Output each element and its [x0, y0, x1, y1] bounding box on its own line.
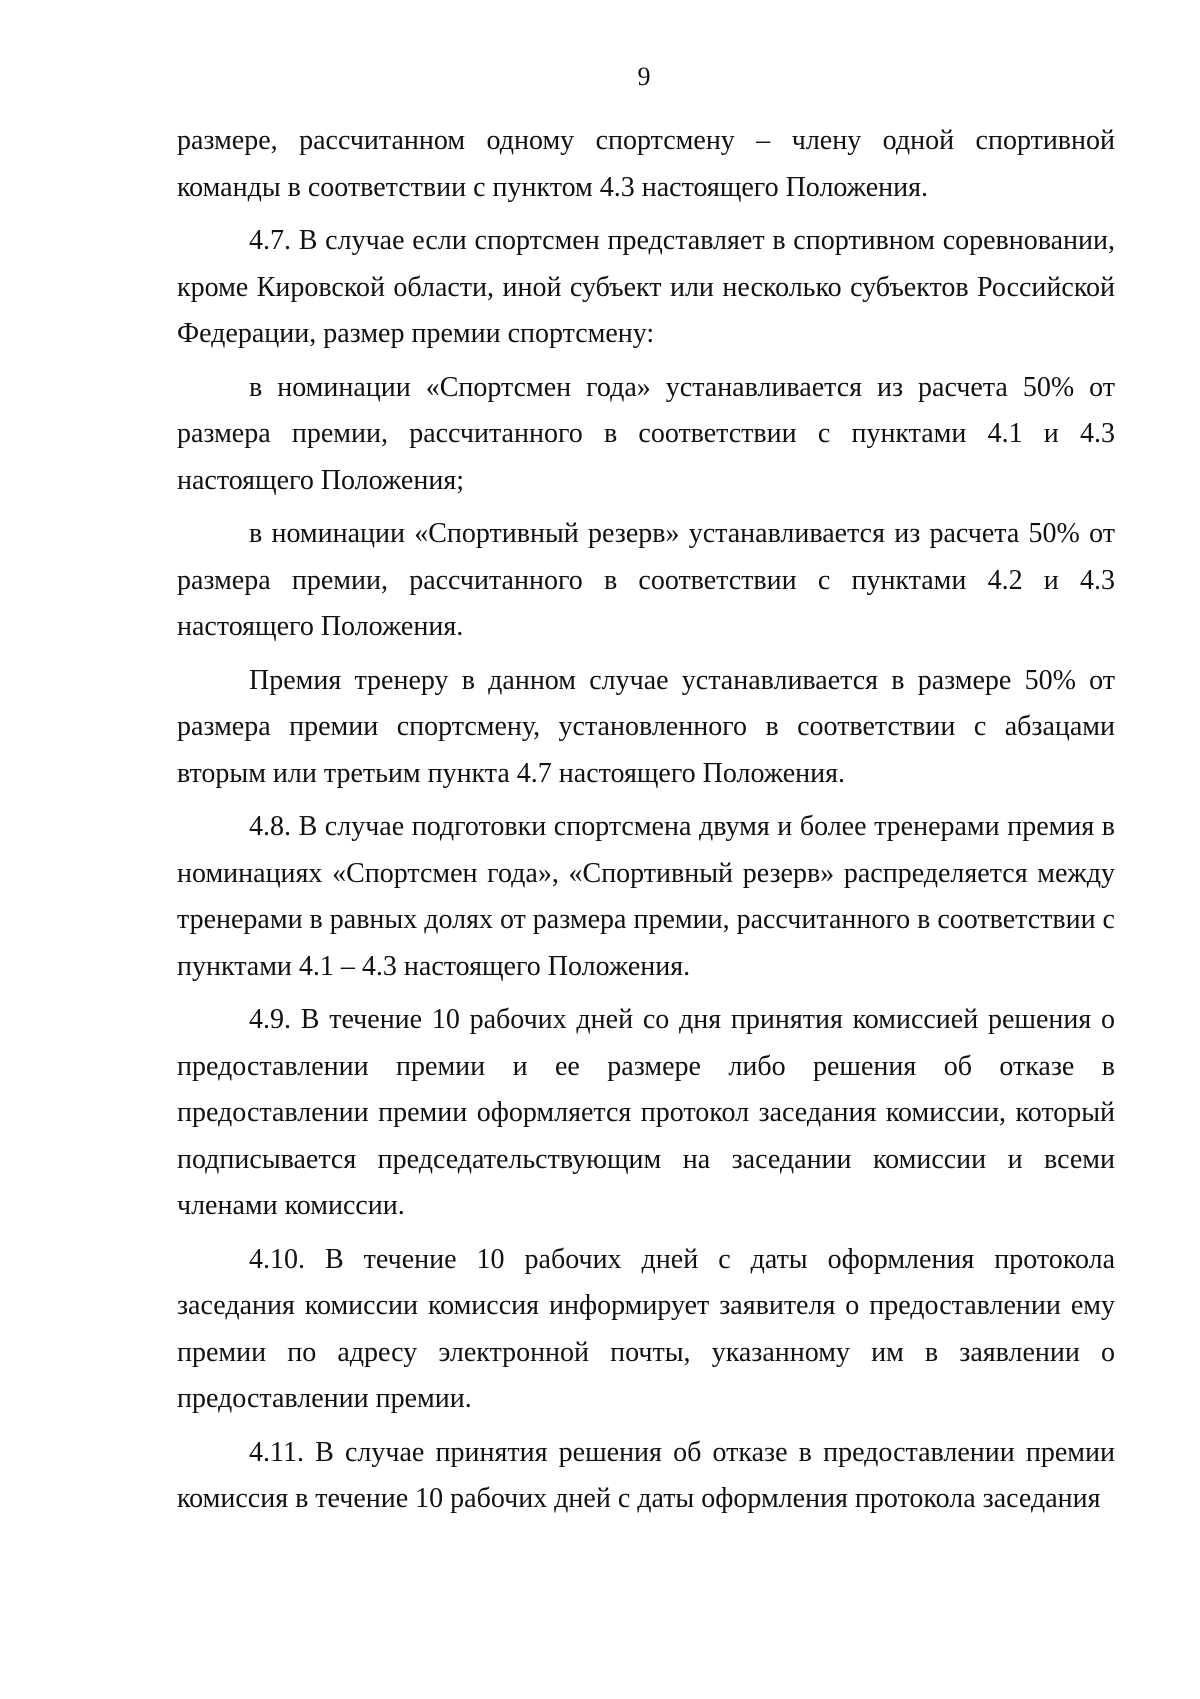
document-body — [177, 118, 1115, 1530]
paragraph-4-7-sports-reserve: в номинации «Спортивный резерв» устанавливается из расчета 50% от размера премии, рассчитанного в соответствии с пунктами 4.2 и 4.3 настоящего Положения. — [177, 518, 1115, 642]
paragraph-4-7-athlete-of-year: в номинации «Спортсмен года» устанавливается из расчета 50% от размера премии, рассчитанного в соответствии с пунктами 4.1 и 4.3 настоящего Положения; — [177, 371, 1115, 496]
paragraph-4-7-coach-bonus: Премия тренеру в данном случае устанавливается в размере 50% от размера премии спортсмену, установленного в соответствии с абзацами вторым или третьим пункта 4.7 настоящего Положения. — [177, 664, 1115, 789]
paragraph-4-8: 4.8. В случае подготовки спортсмена двумя и более тренерами премия в номинациях «Спортсмен года», «Спортивный резерв» распределяется между тренерами в равных долях от размера премии, рассчитанного в соответствии с пунктами 4.1 – 4.3 настоящего Положения. — [177, 811, 1115, 982]
paragraph-continuation: размере, рассчитанном одному спортсмену – члену одной спортивной команды в соответствии с пунктом 4.3 настоящего Положения. — [177, 125, 1115, 203]
page-number: 9 — [637, 62, 651, 91]
paragraph-4-11: 4.11. В случае принятия решения об отказе в предоставлении премии комиссия в течение 10 рабочих дней с даты оформления протокола заседания — [177, 1436, 1115, 1514]
paragraph-4-9: 4.9. В течение 10 рабочих дней со дня принятия комиссией решения о предоставлении премии и ее размере либо решения об отказе в предоставлении премии оформляется протокол заседания комиссии, который подписывается председательствующим на заседании комиссии и всеми членами комиссии. — [177, 1004, 1115, 1221]
paragraph-4-10: 4.10. В течение 10 рабочих дней с даты оформления протокола заседания комиссии комиссия информирует заявителя о предоставлении ему премии по адресу электронной почты, указанному им в заявлении о предоставлении премии. — [177, 1243, 1115, 1414]
paragraph-4-7: 4.7. В случае если спортсмен представляет в спортивном соревновании, кроме Кировской области, иной субъект или несколько субъектов Российской Федерации, размер премии спортсмену: — [177, 225, 1115, 349]
